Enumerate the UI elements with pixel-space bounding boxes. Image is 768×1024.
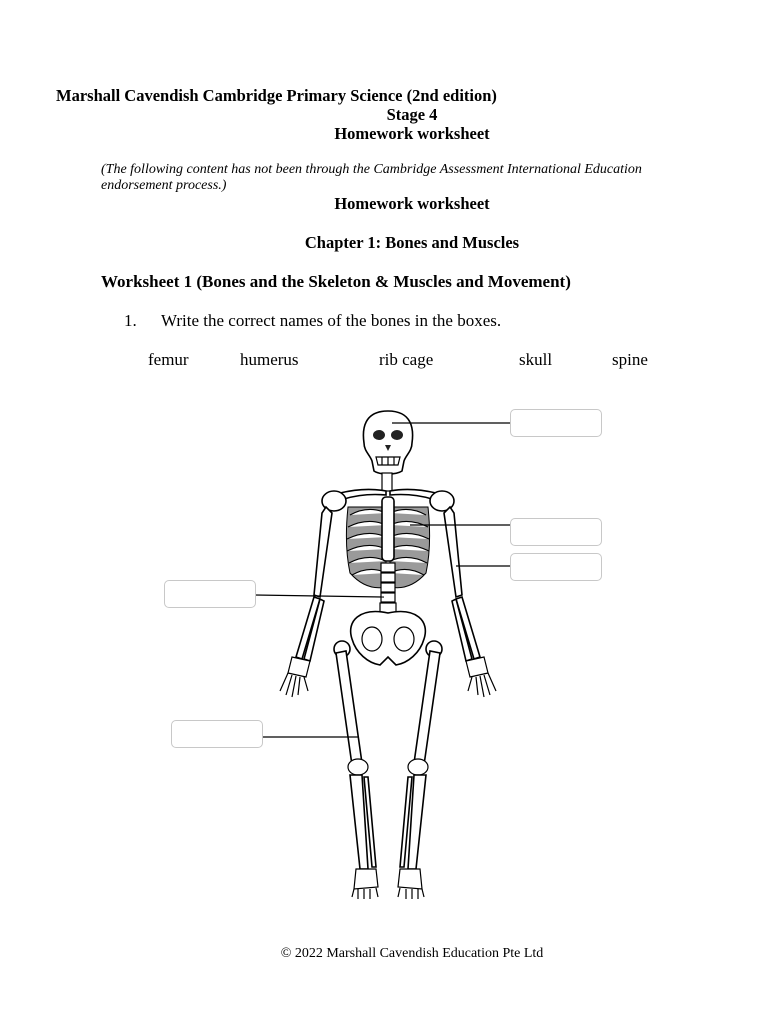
femur-drawing bbox=[334, 641, 442, 765]
word-bank-item: femur bbox=[148, 350, 189, 369]
skull-drawing bbox=[363, 411, 412, 474]
answer-box-rib-cage[interactable] bbox=[510, 518, 602, 546]
stage-label: Stage 4 bbox=[386, 105, 438, 124]
worksheet-title: Worksheet 1 (Bones and the Skeleton & Muscles and Movement) bbox=[101, 272, 571, 291]
word-bank-item: rib cage bbox=[379, 350, 434, 369]
worksheet-type-label: Homework worksheet bbox=[334, 124, 490, 143]
disclaimer-line-1: (The following content has not been through the Cambridge Assessment International Education bbox=[101, 162, 642, 177]
disclaimer-line-2: endorsement process.) bbox=[101, 178, 227, 193]
chapter-heading: Chapter 1: Bones and Muscles bbox=[304, 233, 520, 252]
word-bank-item: humerus bbox=[240, 350, 299, 369]
copyright-footer: © 2022 Marshall Cavendish Education Pte Ltd bbox=[280, 946, 544, 961]
word-bank-item: spine bbox=[612, 350, 648, 369]
humerus-drawing bbox=[314, 507, 332, 597]
question-text: Write the correct names of the bones in the boxes. bbox=[161, 311, 502, 330]
answer-box-humerus[interactable] bbox=[510, 553, 602, 581]
answer-box-skull[interactable] bbox=[510, 409, 602, 437]
question-number: 1. bbox=[124, 311, 137, 330]
answer-box-femur[interactable] bbox=[171, 720, 263, 748]
spine-drawing bbox=[382, 473, 392, 491]
answer-box-spine[interactable] bbox=[164, 580, 256, 608]
word-bank-item: skull bbox=[519, 350, 553, 369]
skeleton-diagram bbox=[0, 395, 768, 915]
subheading: Homework worksheet bbox=[334, 194, 490, 213]
document-title: Marshall Cavendish Cambridge Primary Science (2nd edition) bbox=[56, 86, 497, 105]
